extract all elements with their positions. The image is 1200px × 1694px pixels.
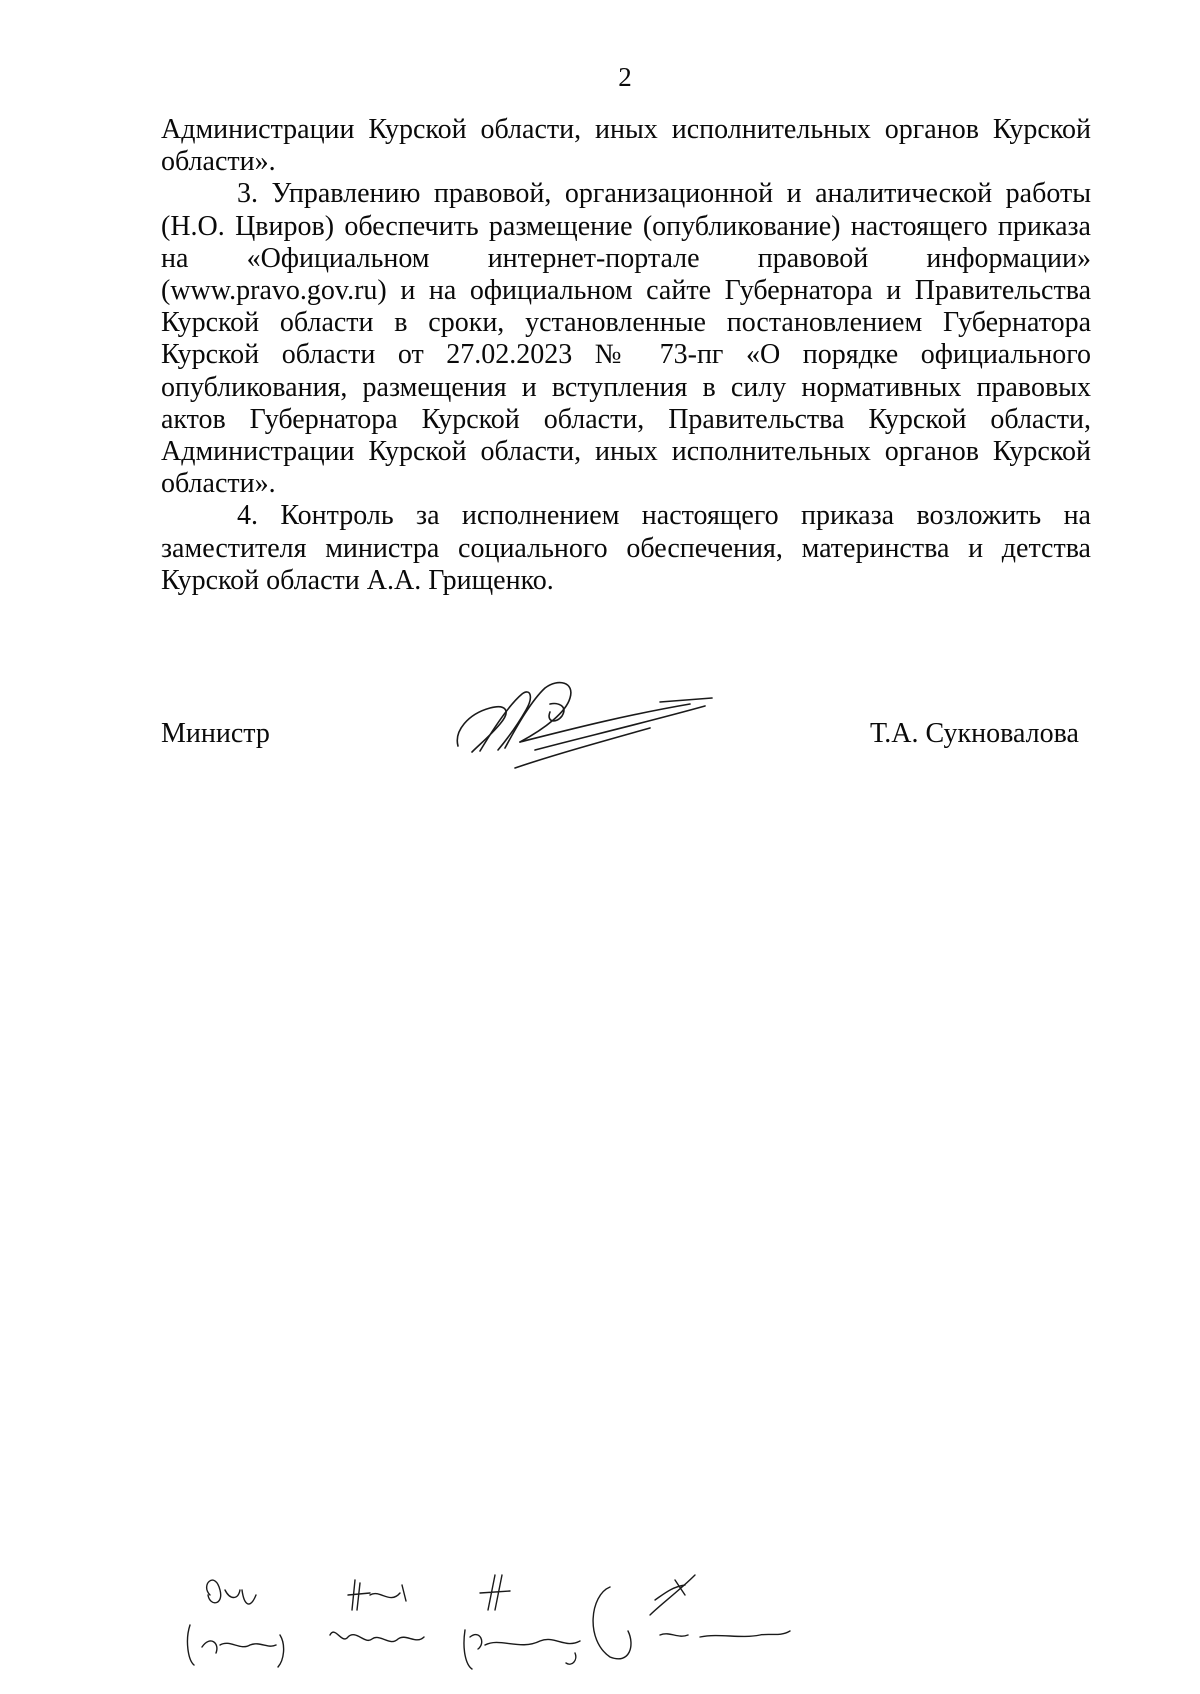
- document-body: [161, 114, 1091, 597]
- paragraph-continuation: Администрации Курской области, иных исполнительных органов Курской области».: [161, 114, 1091, 178]
- handwritten-signature: [450, 676, 750, 771]
- signatory-name: Т.А. Сукновалова: [870, 718, 1079, 749]
- approval-signatures: [180, 1565, 880, 1675]
- paragraph-item-3: 3. Управлению правовой, организационной и аналитической работы (Н.О. Цвиров) обеспечить размещение (опубликование) настоящего приказа на «Официальном интернет-портале правовой информации» (www.pravo.gov.ru) и на официальном сайте Губернатора и Правительства Курской области в сроки, установленные постановлением Губернатора Курской области от 27.02.2023 № 73-пг «О порядке официального опубликования, размещения и вступления в силу нормативных правовых актов Губернатора Курской области, Правительства Курской области, Администрации Курской области, иных исполнительных органов Курской области».: [161, 178, 1091, 500]
- page-number: 2: [618, 62, 632, 92]
- signatory-title: Министр: [161, 718, 270, 749]
- paragraph-item-4: 4. Контроль за исполнением настоящего приказа возложить на заместителя министра социального обеспечения, материнства и детства Курской области А.А. Грищенко.: [161, 500, 1091, 596]
